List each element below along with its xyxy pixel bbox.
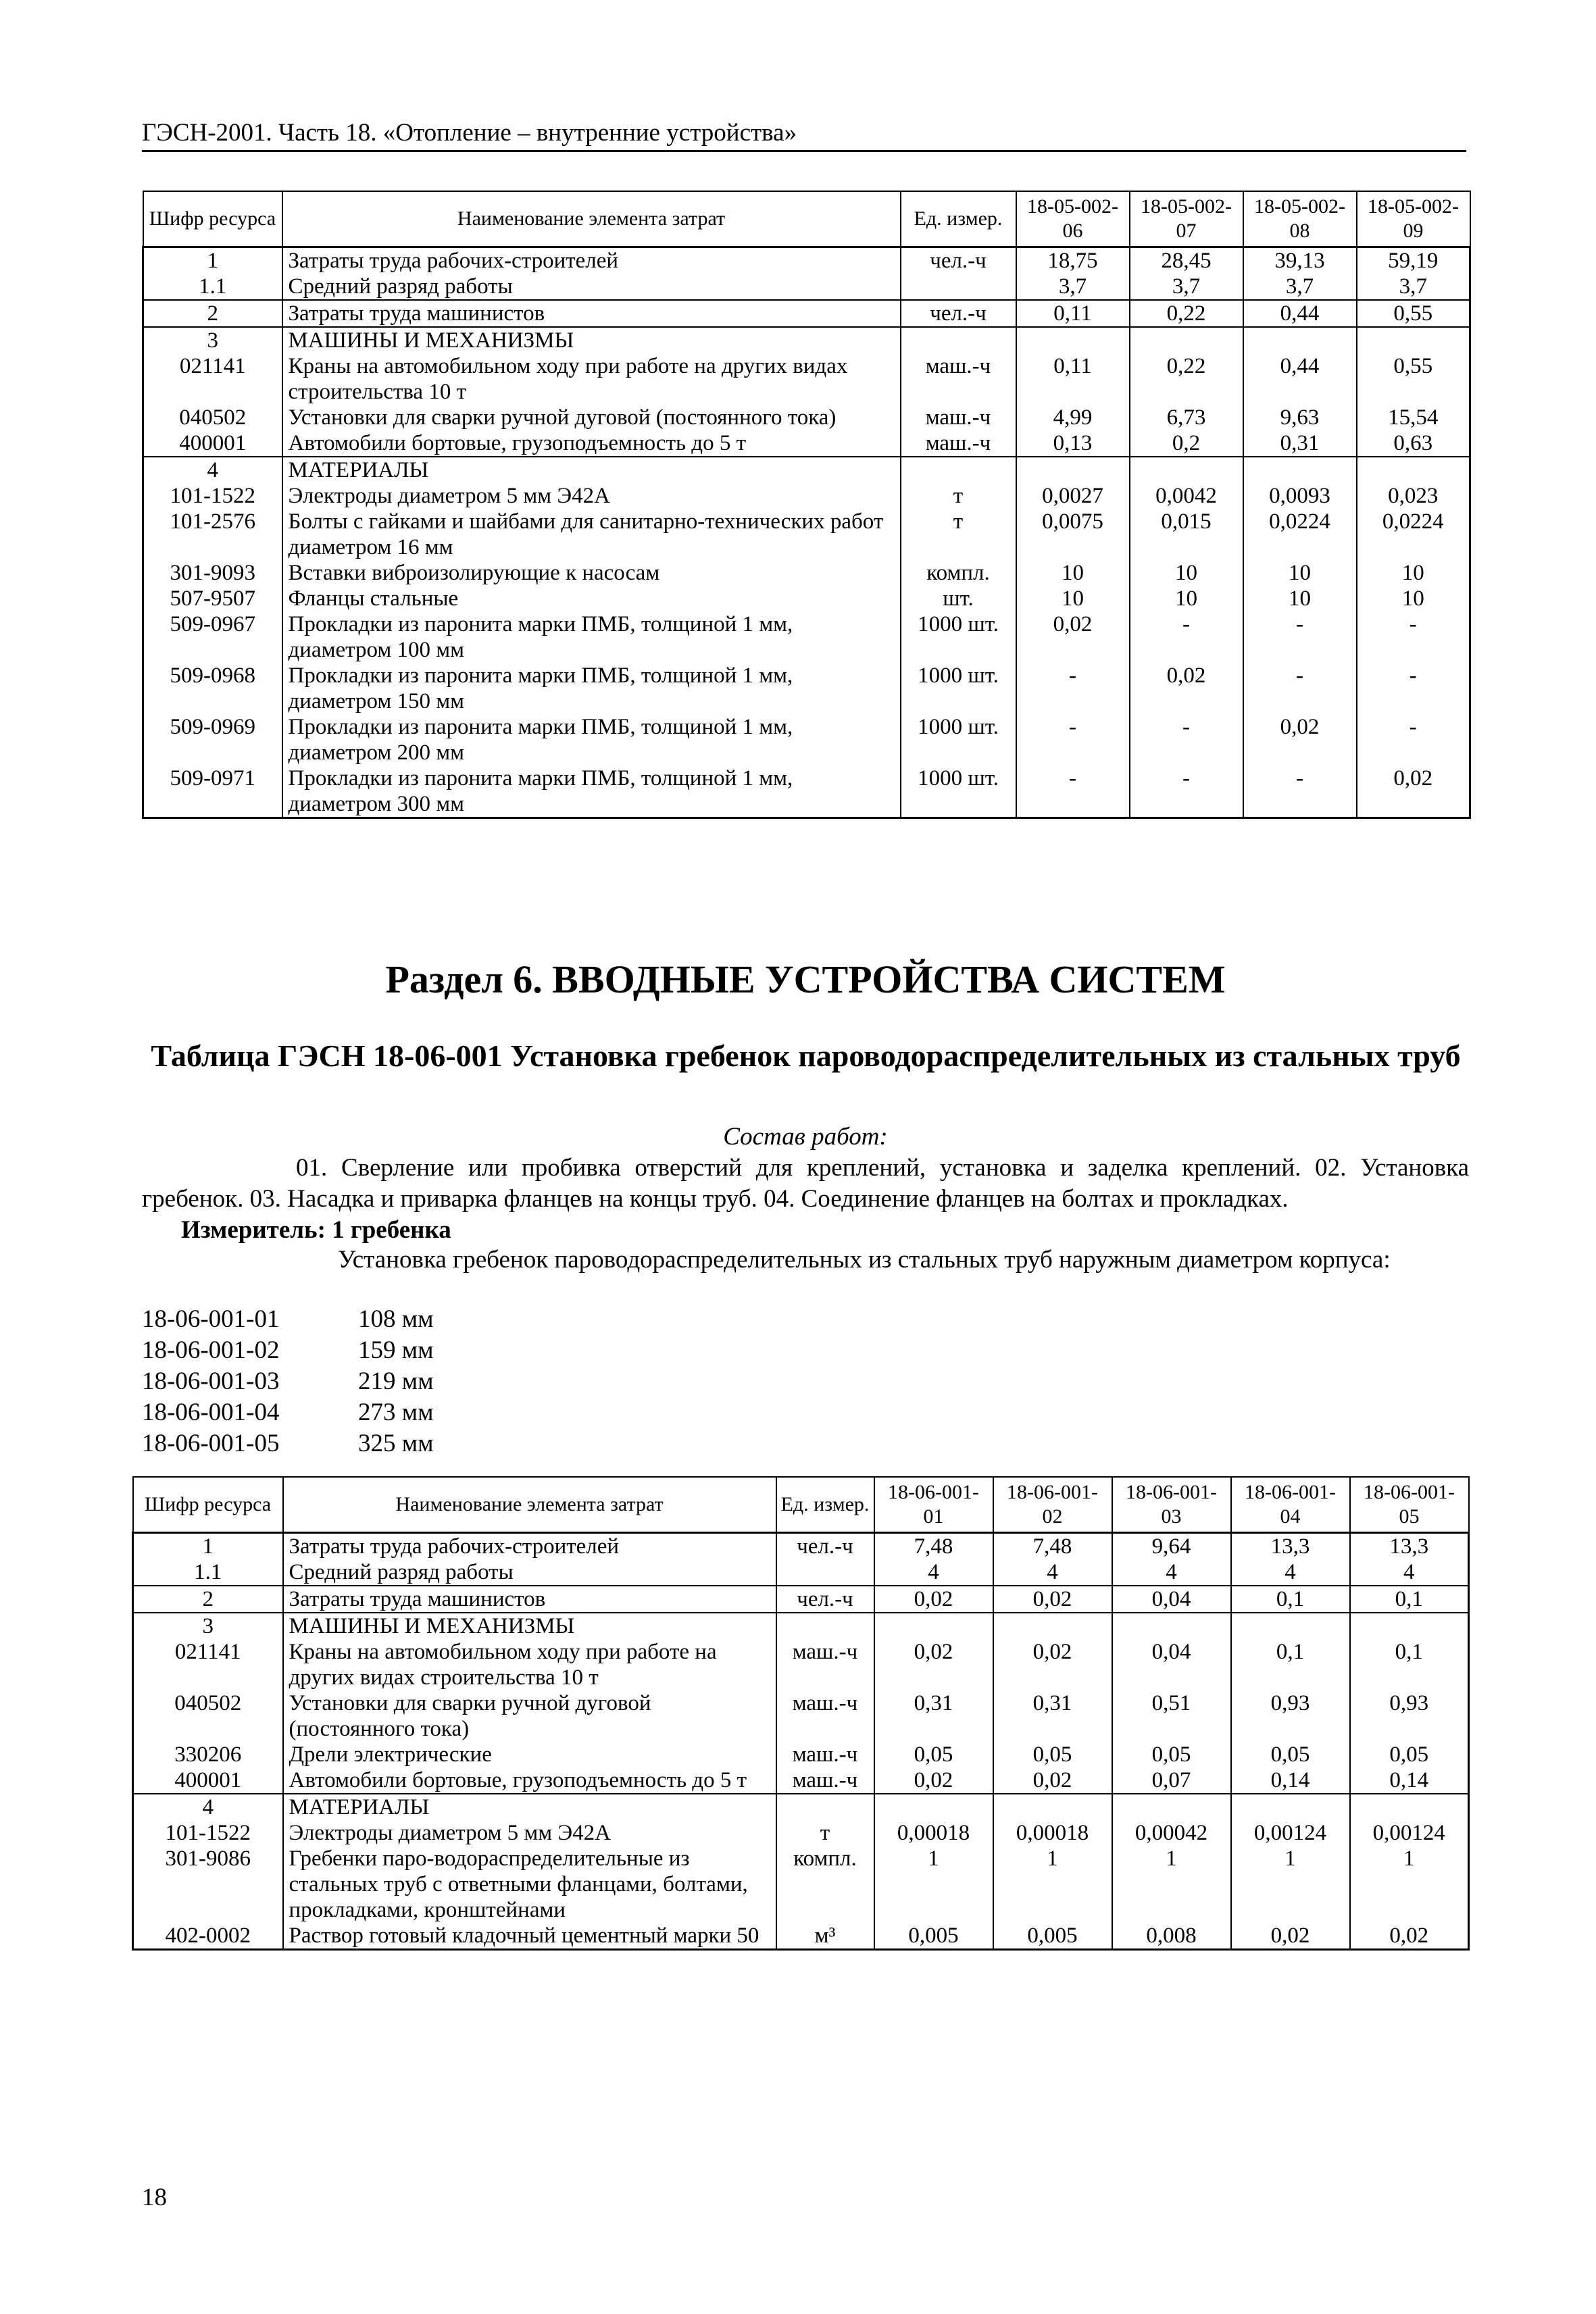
resource-name: МАТЕРИАЛЫ <box>283 1794 776 1820</box>
resource-value: 0,0224 <box>1243 509 1357 560</box>
resource-unit: м³ <box>776 1923 874 1950</box>
resource-value: 10 <box>1130 560 1243 586</box>
resource-name: Болты с гайками и шайбами для санитарно-технических работ диаметром 16 мм <box>282 509 901 560</box>
resource-value: 0,05 <box>1112 1742 1231 1767</box>
section-title: Раздел 6. ВВОДНЫЕ УСТРОЙСТВА СИСТЕМ <box>385 957 1226 1001</box>
resource-value: 3,7 <box>1357 274 1470 300</box>
variant-item <box>142 1428 434 1459</box>
resource-value <box>1243 327 1357 353</box>
table-title: Таблица ГЭСН 18-06-001 Установка гребенок пароводораспределительных из стальных труб <box>151 1038 1461 1073</box>
resource-value: 0,05 <box>874 1742 993 1767</box>
resource-value: 0,02 <box>1243 714 1357 765</box>
resource-unit: маш.-ч <box>776 1690 874 1742</box>
resource-code: 4 <box>143 457 282 483</box>
measure-unit: Измеритель: 1 гребенка <box>181 1216 451 1244</box>
resource-value <box>1231 1613 1350 1639</box>
table-row <box>143 714 1470 765</box>
resource-value: 0,02 <box>1350 1923 1469 1950</box>
resource-value: - <box>1243 611 1357 663</box>
resource-value: 10 <box>1243 560 1357 586</box>
resource-code: 509-0971 <box>143 765 282 818</box>
table-row <box>133 1690 1469 1742</box>
resource-unit: чел.-ч <box>901 247 1016 274</box>
resource-code: 400001 <box>133 1767 283 1794</box>
resource-unit: чел.-ч <box>901 300 1016 327</box>
resource-value: 0,93 <box>1231 1690 1350 1742</box>
resource-value: 0,02 <box>1130 663 1243 714</box>
variant-value: 159 мм <box>358 1336 434 1364</box>
resource-name: Раствор готовый кладочный цементный марки 50 <box>283 1923 776 1950</box>
resource-value: 0,02 <box>993 1767 1112 1794</box>
resource-value: 4 <box>1231 1559 1350 1586</box>
resource-name: Затраты труда рабочих-строителей <box>282 247 901 274</box>
resource-name: Прокладки из паронита марки ПМБ, толщиной 1 мм, диаметром 150 мм <box>282 663 901 714</box>
header-col: 18-05-002-06 <box>1016 191 1130 247</box>
resource-value: 4 <box>993 1559 1112 1586</box>
resource-value: 0,13 <box>1016 430 1130 457</box>
table-row <box>143 430 1470 457</box>
resource-value: 0,015 <box>1130 509 1243 560</box>
resource-value: - <box>1357 663 1470 714</box>
resource-value: 0,05 <box>1231 1742 1350 1767</box>
resource-value: 3,7 <box>1016 274 1130 300</box>
resource-value: 0,05 <box>993 1742 1112 1767</box>
resource-value <box>1112 1613 1231 1639</box>
resource-value <box>1016 457 1130 483</box>
work-composition-text: 01. Сверление или пробивка отверстий для креплений, установка и заделка креплений. 02. Установка гребенок. 03. Насадка и приварка фланцев на концы труб. 04. Соединение фланцев на болтах и прокладках. <box>142 1154 1469 1213</box>
table-row <box>133 1586 1469 1613</box>
table2-body <box>133 1533 1469 1950</box>
variant-code: 18-06-001-05 <box>142 1430 280 1457</box>
resource-value: 13,3 <box>1350 1533 1469 1560</box>
resource-value: 0,00042 <box>1112 1820 1231 1846</box>
resource-value: 0,00124 <box>1231 1820 1350 1846</box>
variant-value: 108 мм <box>358 1305 434 1333</box>
resource-name: Средний разряд работы <box>283 1559 776 1586</box>
resource-unit: компл. <box>776 1846 874 1923</box>
variant-value: 325 мм <box>358 1430 434 1457</box>
resource-name: Краны на автомобильном ходу при работе на других видах строительства 10 т <box>283 1639 776 1690</box>
resource-value <box>993 1613 1112 1639</box>
resource-value: 0,02 <box>874 1639 993 1690</box>
header-name: Наименование элемента затрат <box>283 1477 776 1533</box>
resource-value: 9,64 <box>1112 1533 1231 1560</box>
resource-value: 0,44 <box>1243 353 1357 405</box>
table-row <box>143 483 1470 509</box>
resource-unit: чел.-ч <box>776 1586 874 1613</box>
page-number: 18 <box>142 2184 167 2211</box>
resource-value: - <box>1130 611 1243 663</box>
resource-value: 0,31 <box>993 1690 1112 1742</box>
resource-value: 0,14 <box>1350 1767 1469 1794</box>
resource-code: 040502 <box>143 405 282 430</box>
table-row <box>143 247 1470 274</box>
table-row <box>143 560 1470 586</box>
resource-value: 0,005 <box>874 1923 993 1950</box>
resource-value: 9,63 <box>1243 405 1357 430</box>
resource-unit: 1000 шт. <box>901 611 1016 663</box>
resource-value: 1 <box>1350 1846 1469 1923</box>
header-unit: Ед. измер. <box>901 191 1016 247</box>
table-row <box>143 300 1470 327</box>
resource-value: 0,008 <box>1112 1923 1231 1950</box>
variant-item <box>142 1366 434 1397</box>
resource-table-2 <box>132 1476 1470 1951</box>
resource-code: 021141 <box>143 353 282 405</box>
resource-value: 0,0093 <box>1243 483 1357 509</box>
resource-name: Электроды диаметром 5 мм Э42А <box>282 483 901 509</box>
resource-code: 509-0968 <box>143 663 282 714</box>
table-row <box>143 457 1470 483</box>
header-col: 18-05-002-09 <box>1357 191 1470 247</box>
resource-value: 0,04 <box>1112 1639 1231 1690</box>
header-col: 18-06-001-02 <box>993 1477 1112 1533</box>
resource-name: МАТЕРИАЛЫ <box>282 457 901 483</box>
resource-value <box>874 1794 993 1820</box>
resource-code: 101-2576 <box>143 509 282 560</box>
resource-value: 0,31 <box>874 1690 993 1742</box>
resource-unit: маш.-ч <box>776 1767 874 1794</box>
table-row <box>133 1820 1469 1846</box>
resource-value: 0,51 <box>1112 1690 1231 1742</box>
resource-value: 0,00124 <box>1350 1820 1469 1846</box>
resource-value: - <box>1243 765 1357 818</box>
resource-code: 507-9507 <box>143 586 282 611</box>
resource-code: 1 <box>143 247 282 274</box>
resource-value: 0,0042 <box>1130 483 1243 509</box>
resource-value <box>1357 457 1470 483</box>
table-row <box>143 509 1470 560</box>
resource-code: 1 <box>133 1533 283 1560</box>
resource-code: 1.1 <box>143 274 282 300</box>
resource-value: 0,02 <box>874 1586 993 1613</box>
resource-name: Фланцы стальные <box>282 586 901 611</box>
resource-value: 0,2 <box>1130 430 1243 457</box>
resource-value: - <box>1357 611 1470 663</box>
resource-code: 301-9086 <box>133 1846 283 1923</box>
resource-unit <box>776 1794 874 1820</box>
resource-value: 7,48 <box>874 1533 993 1560</box>
resource-name: Средний разряд работы <box>282 274 901 300</box>
resource-value: 0,02 <box>1231 1923 1350 1950</box>
resource-code: 2 <box>143 300 282 327</box>
resource-value: - <box>1016 663 1130 714</box>
resource-code: 509-0969 <box>143 714 282 765</box>
resource-value: 0,14 <box>1231 1767 1350 1794</box>
variant-code: 18-06-001-01 <box>142 1305 280 1333</box>
resource-unit: маш.-ч <box>776 1742 874 1767</box>
resource-name: Затраты труда машинистов <box>283 1586 776 1613</box>
header-col: 18-05-002-07 <box>1130 191 1243 247</box>
resource-value: 28,45 <box>1130 247 1243 274</box>
resource-value: 0,0075 <box>1016 509 1130 560</box>
resource-name: МАШИНЫ И МЕХАНИЗМЫ <box>282 327 901 353</box>
resource-value: 0,1 <box>1350 1586 1469 1613</box>
resource-value <box>1357 327 1470 353</box>
work-composition-label: Состав работ: <box>723 1123 888 1151</box>
resource-value: - <box>1130 714 1243 765</box>
resource-unit: компл. <box>901 560 1016 586</box>
table-row <box>143 611 1470 663</box>
resource-value: 3,7 <box>1130 274 1243 300</box>
resource-value: 59,19 <box>1357 247 1470 274</box>
resource-value: 39,13 <box>1243 247 1357 274</box>
resource-value: 0,05 <box>1350 1742 1469 1767</box>
resource-unit: чел.-ч <box>776 1533 874 1560</box>
table-row <box>133 1533 1469 1560</box>
resource-value: 4,99 <box>1016 405 1130 430</box>
resource-name: Прокладки из паронита марки ПМБ, толщиной 1 мм, диаметром 200 мм <box>282 714 901 765</box>
resource-value: 7,48 <box>993 1533 1112 1560</box>
resource-unit <box>901 327 1016 353</box>
variant-code: 18-06-001-03 <box>142 1367 280 1395</box>
table-row <box>143 327 1470 353</box>
resource-value <box>1350 1613 1469 1639</box>
header-col: 18-06-001-03 <box>1112 1477 1231 1533</box>
resource-unit: 1000 шт. <box>901 663 1016 714</box>
table-row <box>133 1559 1469 1586</box>
resource-code: 101-1522 <box>133 1820 283 1846</box>
resource-value: 4 <box>1112 1559 1231 1586</box>
resource-value: 0,00018 <box>874 1820 993 1846</box>
resource-value: - <box>1016 714 1130 765</box>
resource-value: 0,1 <box>1350 1639 1469 1690</box>
table-row <box>143 586 1470 611</box>
resource-value: 0,44 <box>1243 300 1357 327</box>
resource-value <box>1130 327 1243 353</box>
resource-unit <box>901 457 1016 483</box>
resource-value: 0,0224 <box>1357 509 1470 560</box>
resource-code: 101-1522 <box>143 483 282 509</box>
resource-value: 0,1 <box>1231 1586 1350 1613</box>
table-row <box>133 1923 1469 1950</box>
resource-unit <box>776 1559 874 1586</box>
resource-value <box>1243 457 1357 483</box>
resource-name: Установки для сварки ручной дуговой (постоянного тока) <box>283 1690 776 1742</box>
resource-code: 402-0002 <box>133 1923 283 1950</box>
resource-unit: маш.-ч <box>901 353 1016 405</box>
table-row <box>133 1742 1469 1767</box>
resource-value: 0,22 <box>1130 353 1243 405</box>
resource-value: 0,07 <box>1112 1767 1231 1794</box>
resource-name: Автомобили бортовые, грузоподъемность до 5 т <box>282 430 901 457</box>
resource-name: Установки для сварки ручной дуговой (постоянного тока) <box>282 405 901 430</box>
table-row <box>143 353 1470 405</box>
resource-value: 10 <box>1016 586 1130 611</box>
resource-value: 0,00018 <box>993 1820 1112 1846</box>
resource-unit <box>901 274 1016 300</box>
variants-list <box>142 1304 434 1459</box>
resource-value: 10 <box>1130 586 1243 611</box>
variant-value: 219 мм <box>358 1367 434 1395</box>
header-name: Наименование элемента затрат <box>282 191 901 247</box>
resource-code: 040502 <box>133 1690 283 1742</box>
table1-body <box>143 247 1470 818</box>
resource-value: - <box>1243 663 1357 714</box>
header-col: 18-06-001-01 <box>874 1477 993 1533</box>
resource-value: - <box>1016 765 1130 818</box>
table-row <box>133 1767 1469 1794</box>
resource-value: 0,0027 <box>1016 483 1130 509</box>
resource-value: 10 <box>1016 560 1130 586</box>
resource-value: 1 <box>1112 1846 1231 1923</box>
resource-code: 400001 <box>143 430 282 457</box>
table-row <box>143 765 1470 818</box>
resource-code: 3 <box>143 327 282 353</box>
variants-description: Установка гребенок пароводораспределительных из стальных труб наружным диаметром корпуса: <box>338 1246 1391 1274</box>
variant-item <box>142 1304 434 1335</box>
resource-value: 4 <box>874 1559 993 1586</box>
resource-value <box>1350 1794 1469 1820</box>
resource-unit: т <box>776 1820 874 1846</box>
resource-value <box>1016 327 1130 353</box>
resource-code: 2 <box>133 1586 283 1613</box>
resource-code: 4 <box>133 1794 283 1820</box>
resource-value: 0,02 <box>874 1767 993 1794</box>
variant-code: 18-06-001-04 <box>142 1399 280 1426</box>
header-col: 18-05-002-08 <box>1243 191 1357 247</box>
resource-unit: маш.-ч <box>901 405 1016 430</box>
running-header: ГЭСН-2001. Часть 18. «Отопление – внутренние устройства» <box>142 118 1466 152</box>
resource-name: Вставки виброизолирующие к насосам <box>282 560 901 586</box>
resource-value: 0,22 <box>1130 300 1243 327</box>
header-col: 18-06-001-05 <box>1350 1477 1469 1533</box>
table-row <box>133 1846 1469 1923</box>
resource-value: 0,11 <box>1016 300 1130 327</box>
resource-code: 330206 <box>133 1742 283 1767</box>
resource-unit <box>776 1613 874 1639</box>
table-row <box>143 663 1470 714</box>
resource-code: 509-0967 <box>143 611 282 663</box>
resource-value: 10 <box>1243 586 1357 611</box>
variant-item <box>142 1335 434 1366</box>
resource-value: 13,3 <box>1231 1533 1350 1560</box>
resource-value: 10 <box>1357 586 1470 611</box>
resource-unit: шт. <box>901 586 1016 611</box>
header-code: Шифр ресурса <box>133 1477 283 1533</box>
resource-name: Автомобили бортовые, грузоподъемность до 5 т <box>283 1767 776 1794</box>
resource-unit: маш.-ч <box>901 430 1016 457</box>
resource-name: Гребенки паро-водораспределительные из стальных труб с ответными фланцами, болтами, прокладками, кронштейнами <box>283 1846 776 1923</box>
header-col: 18-06-001-04 <box>1231 1477 1350 1533</box>
resource-unit: т <box>901 509 1016 560</box>
resource-code: 1.1 <box>133 1559 283 1586</box>
resource-name: Электроды диаметром 5 мм Э42А <box>283 1820 776 1846</box>
resource-value <box>1130 457 1243 483</box>
resource-name: Краны на автомобильном ходу при работе на других видах строительства 10 т <box>282 353 901 405</box>
resource-name: МАШИНЫ И МЕХАНИЗМЫ <box>283 1613 776 1639</box>
resource-value: 0,55 <box>1357 353 1470 405</box>
variant-code: 18-06-001-02 <box>142 1336 280 1364</box>
resource-name: Дрели электрические <box>283 1742 776 1767</box>
resource-value: 0,02 <box>1357 765 1470 818</box>
resource-value: 0,11 <box>1016 353 1130 405</box>
resource-value: 1 <box>874 1846 993 1923</box>
resource-value <box>874 1613 993 1639</box>
resource-value <box>1231 1794 1350 1820</box>
resource-value: - <box>1130 765 1243 818</box>
header-unit: Ед. измер. <box>776 1477 874 1533</box>
resource-table-1 <box>142 191 1471 819</box>
resource-value: 0,023 <box>1357 483 1470 509</box>
resource-unit: т <box>901 483 1016 509</box>
resource-value <box>993 1794 1112 1820</box>
table-row <box>143 274 1470 300</box>
resource-value: 15,54 <box>1357 405 1470 430</box>
table-row <box>133 1639 1469 1690</box>
resource-code: 3 <box>133 1613 283 1639</box>
resource-code: 301-9093 <box>143 560 282 586</box>
resource-value: 0,04 <box>1112 1586 1231 1613</box>
resource-value: 4 <box>1350 1559 1469 1586</box>
resource-value: 0,005 <box>993 1923 1112 1950</box>
resource-code: 021141 <box>133 1639 283 1690</box>
resource-value: 10 <box>1357 560 1470 586</box>
resource-value: 18,75 <box>1016 247 1130 274</box>
resource-value: 0,31 <box>1243 430 1357 457</box>
resource-value: 3,7 <box>1243 274 1357 300</box>
resource-value: 0,02 <box>1016 611 1130 663</box>
resource-value: 0,93 <box>1350 1690 1469 1742</box>
table-row <box>143 405 1470 430</box>
resource-value: 0,02 <box>993 1586 1112 1613</box>
variant-item <box>142 1397 434 1428</box>
resource-name: Затраты труда рабочих-строителей <box>283 1533 776 1560</box>
resource-unit: маш.-ч <box>776 1639 874 1690</box>
resource-name: Прокладки из паронита марки ПМБ, толщиной 1 мм, диаметром 300 мм <box>282 765 901 818</box>
resource-value: 0,63 <box>1357 430 1470 457</box>
variant-value: 273 мм <box>358 1399 434 1426</box>
table-row <box>133 1794 1469 1820</box>
resource-value: 1 <box>993 1846 1112 1923</box>
header-code: Шифр ресурса <box>143 191 282 247</box>
resource-unit: 1000 шт. <box>901 714 1016 765</box>
resource-value: - <box>1357 714 1470 765</box>
resource-value: 0,02 <box>993 1639 1112 1690</box>
resource-value: 1 <box>1231 1846 1350 1923</box>
resource-value <box>1112 1794 1231 1820</box>
resource-value: 6,73 <box>1130 405 1243 430</box>
resource-value: 0,55 <box>1357 300 1470 327</box>
resource-name: Прокладки из паронита марки ПМБ, толщиной 1 мм, диаметром 100 мм <box>282 611 901 663</box>
resource-value: 0,1 <box>1231 1639 1350 1690</box>
resource-name: Затраты труда машинистов <box>282 300 901 327</box>
resource-unit: 1000 шт. <box>901 765 1016 818</box>
table-row <box>133 1613 1469 1639</box>
